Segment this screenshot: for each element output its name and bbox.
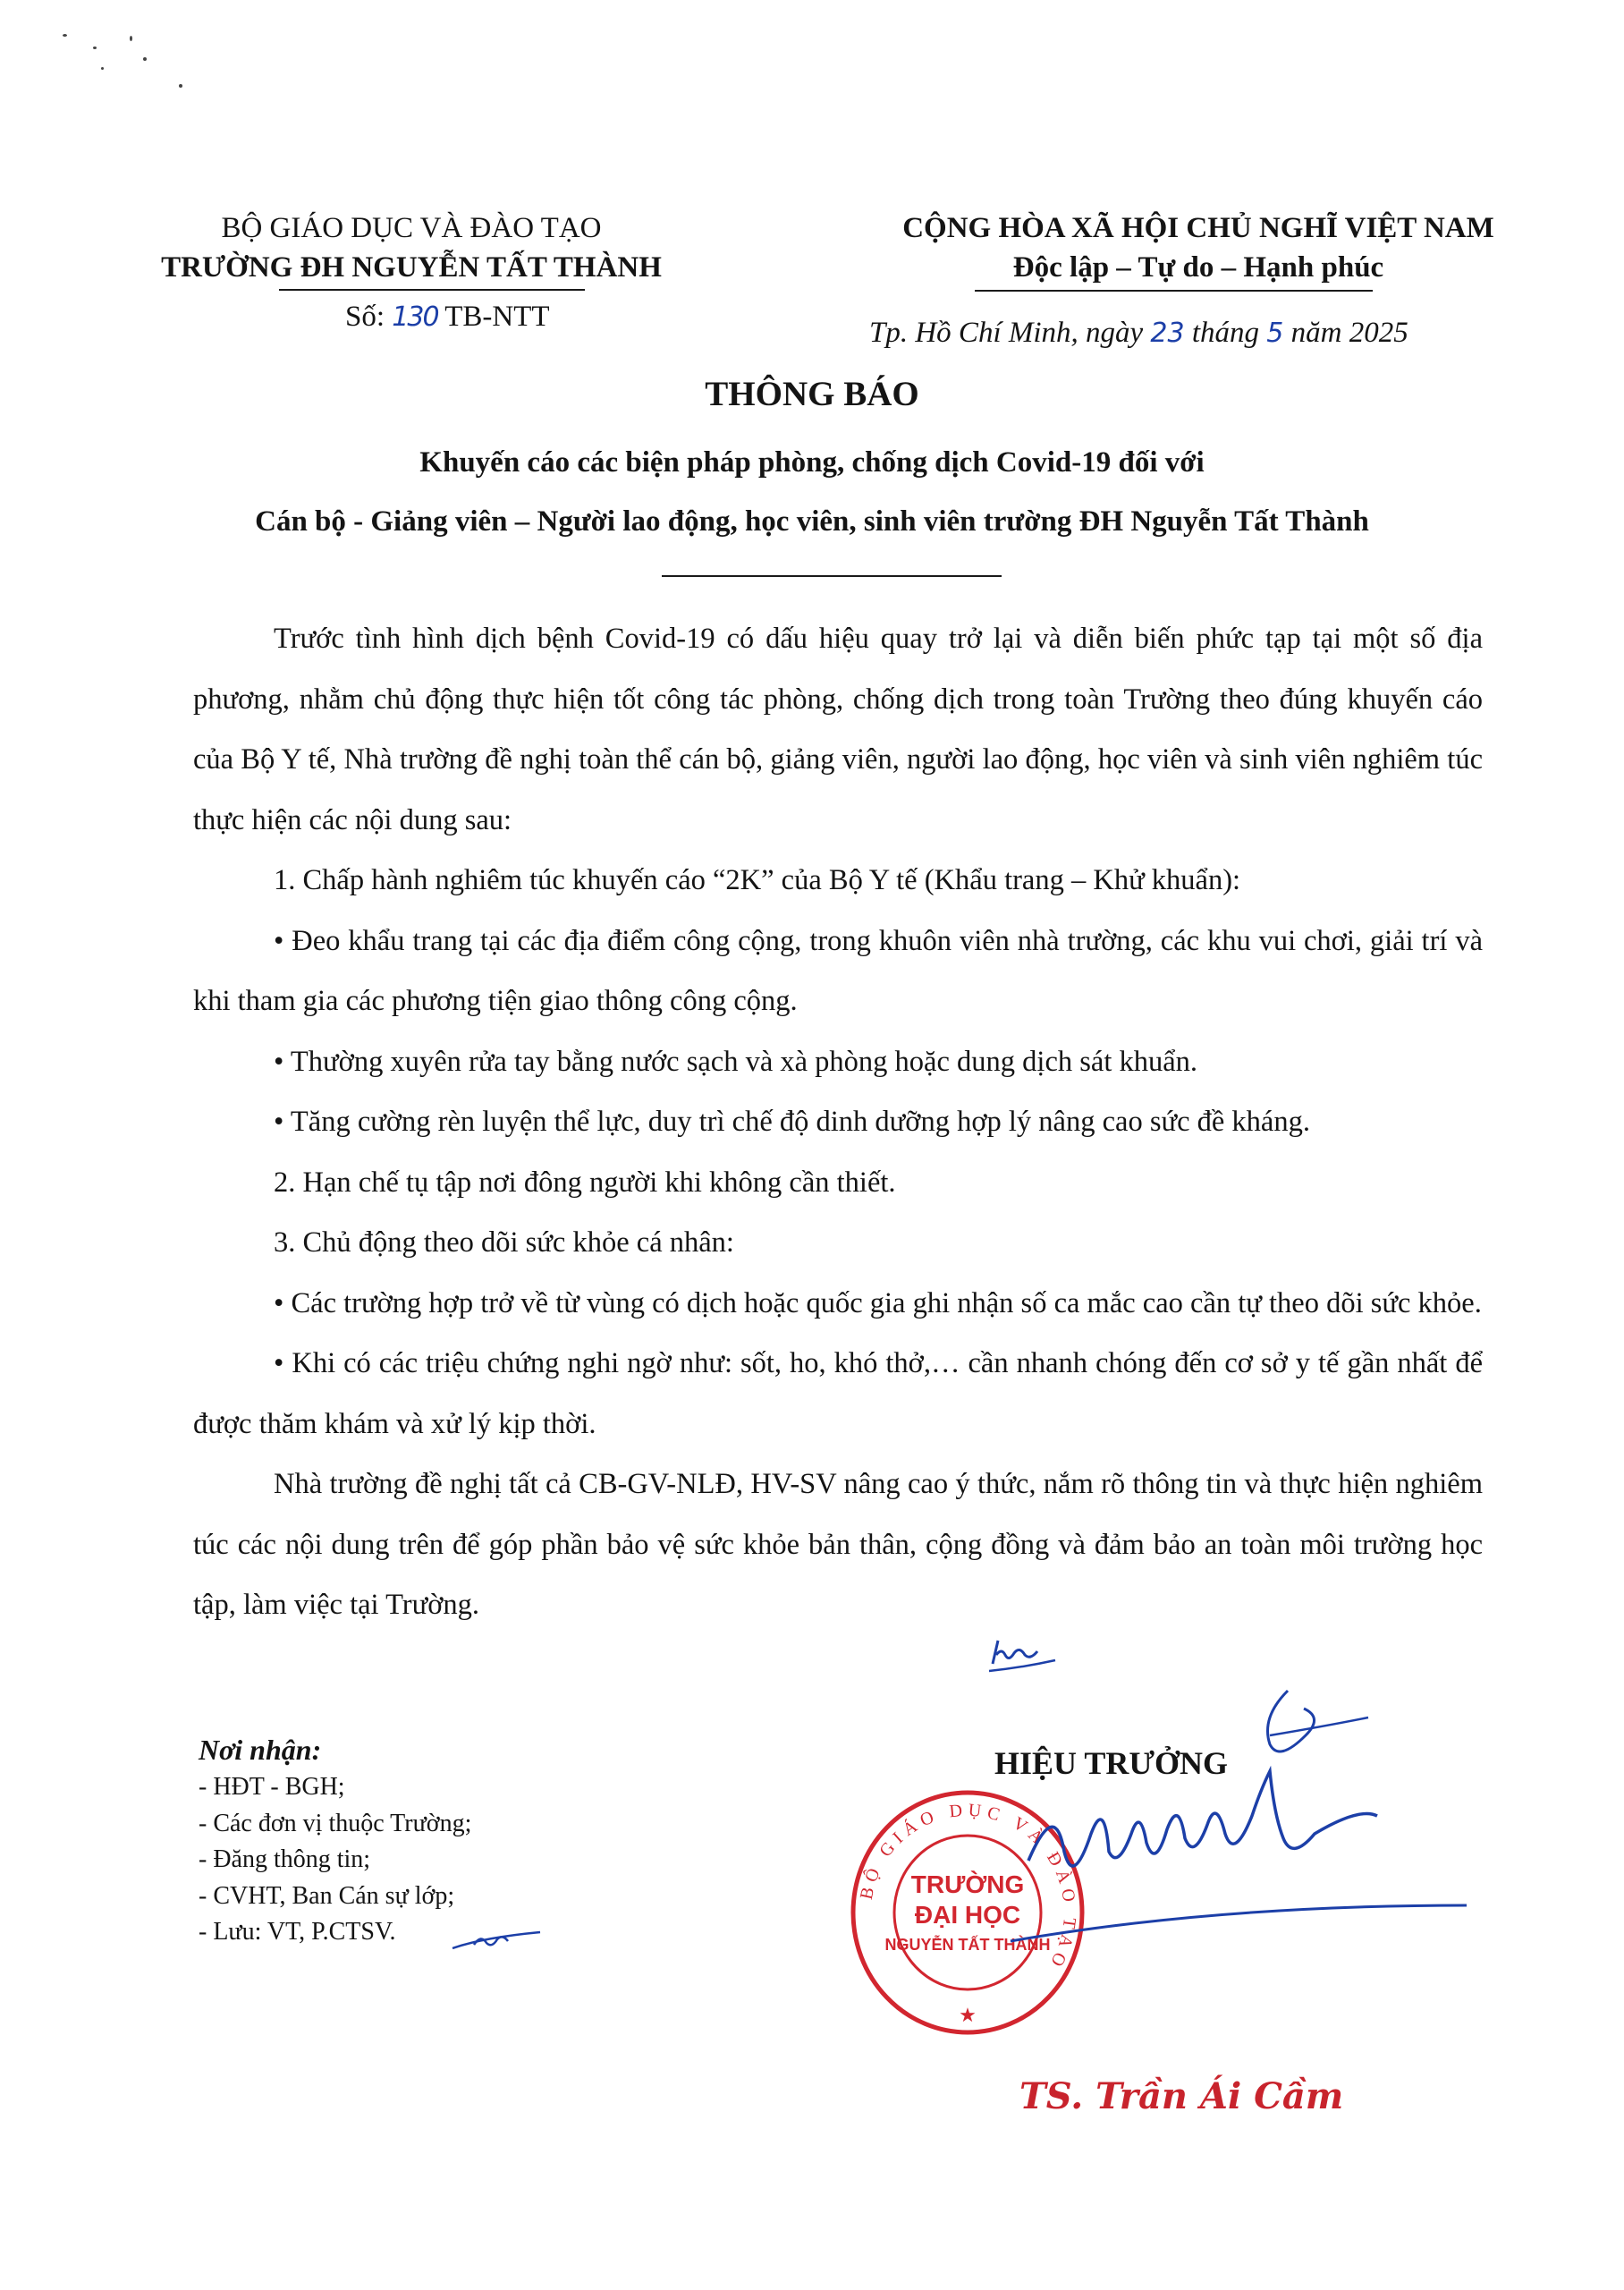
document-title: THÔNG BÁO [705,375,919,413]
header-left-rule [279,289,585,291]
national-motto: Độc lập – Tự do – Hạnh phúc [1012,251,1384,284]
item-1-bullet-1: • Đeo khẩu trang tại các địa điểm công cộng, trong khuôn viên nhà trường, các khu vui chơi, giải trí và khi tham gia các phương tiện giao thông công cộng. [193,924,1483,1017]
closing-paragraph: Nhà trường đề nghị tất cả CB-GV-NLĐ, HV-SV nâng cao ý thức, nắm rõ thông tin và thực hiện nghiêm túc các nội dung trên để góp phần bảo vệ sức khỏe bản thân, cộng đồng và đảm bảo an toàn môi trường học tập, làm việc tại Trường. [193,1468,1483,1621]
date-month-word: tháng [1191,317,1260,349]
item-2: 2. Hạn chế tụ tập nơi đông người khi không cần thiết. [274,1166,896,1199]
scan-speck [93,47,97,49]
ministry-name: BỘ GIÁO DỤC VÀ ĐÀO TẠO [221,212,602,244]
title-underline [662,575,1002,577]
signatory-name: TS. Trần Ái Cầm [1019,2075,1344,2117]
recipient-item: - Lưu: VT, P.CTSV. [199,1918,396,1946]
date-prefix: Tp. Hồ Chí Minh, ngày [869,317,1144,349]
notice-body [193,609,1483,1636]
recipients-title: Nơi nhận: [199,1734,322,1766]
recipients-initial-mark [447,1921,546,1957]
item-3: 3. Chủ động theo dõi sức khỏe cá nhân: [274,1226,734,1259]
scan-speck [179,84,182,88]
seal-arc-text: BỘ GIÁO DỤC VÀ ĐÀO TẠO [856,1800,1080,1975]
initial-mark [987,1628,1059,1682]
date-day: 23 [1150,318,1185,349]
recipient-item: - Các đơn vị thuộc Trường; [199,1809,472,1837]
item-3-bullet-1: • Các trường hợp trở về từ vùng có dịch hoặc quốc gia ghi nhận số ca mắc cao cần tự theo dõi sức khỏe. [274,1286,1482,1319]
document-subtitle-line2: Cán bộ - Giảng viên – Người lao động, học viên, sinh viên trường ĐH Nguyễn Tất Thành [255,505,1369,538]
item-1-bullet-3: • Tăng cường rèn luyện thể lực, duy trì chế độ dinh dưỡng hợp lý nâng cao sức đề kháng. [274,1106,1310,1138]
doc-number-suffix: TB-NTT [444,301,550,333]
issue-date [869,313,1408,353]
item-1-bullet-2: • Thường xuyên rửa tay bằng nước sạch và xà phòng hoặc dung dịch sát khuẩn. [274,1045,1198,1078]
handwritten-signature [948,1682,1484,1977]
recipient-item: - HĐT - BGH; [199,1773,345,1801]
seal-star: ★ [959,2004,977,2026]
scan-speck [101,67,104,70]
university-name: TRƯỜNG ĐH NGUYỄN TẤT THÀNH [161,251,662,284]
seal-line-1: TRƯỜNG [910,1870,1025,1898]
doc-number-handwritten: 130 [392,301,438,333]
date-month: 5 [1266,318,1284,349]
seal-line-3: NGUYỄN TẤT THÀNH [884,1936,1051,1954]
doc-number-label: Số: [345,301,385,333]
document-subtitle-line1: Khuyến cáo các biện pháp phòng, chống dịch Covid-19 đối với [419,446,1205,479]
seal-line-2: ĐẠI HỌC [914,1901,1021,1929]
document-number [345,297,550,337]
scan-speck [130,36,132,41]
header-right-rule [975,290,1373,292]
nation-name: CỘNG HÒA XÃ HỘI CHỦ NGHĨ VIỆT NAM [902,212,1494,244]
intro-paragraph: Trước tình hình dịch bệnh Covid-19 có dấu hiệu quay trở lại và diễn biến phức tạp tại một số địa phương, nhằm chủ động thực hiện tốt công tác phòng, chống dịch trong toàn Trường theo đúng khuyến cáo của Bộ Y tế, Nhà trường đề nghị toàn thể cán bộ, giảng viên, người lao động, học viên và sinh viên nghiêm túc thực hiện các nội dung sau: [193,623,1483,836]
recipients-block [199,1730,471,1951]
item-1: 1. Chấp hành nghiêm túc khuyến cáo “2K” của Bộ Y tế (Khẩu trang – Khử khuẩn): [274,864,1241,896]
recipient-item: - Đăng thông tin; [199,1845,371,1873]
scan-speck [143,57,147,61]
scan-speck [63,34,67,37]
recipient-item: - CVHT, Ban Cán sự lớp; [199,1881,455,1910]
item-3-bullet-2: • Khi có các triệu chứng nghi ngờ như: sốt, ho, khó thở,… cần nhanh chóng đến cơ sở y tế gần nhất để được thăm khám và xử lý kịp thời. [193,1347,1483,1440]
signature-title: HIỆU TRƯỞNG [994,1745,1229,1781]
date-year: năm 2025 [1290,317,1408,349]
